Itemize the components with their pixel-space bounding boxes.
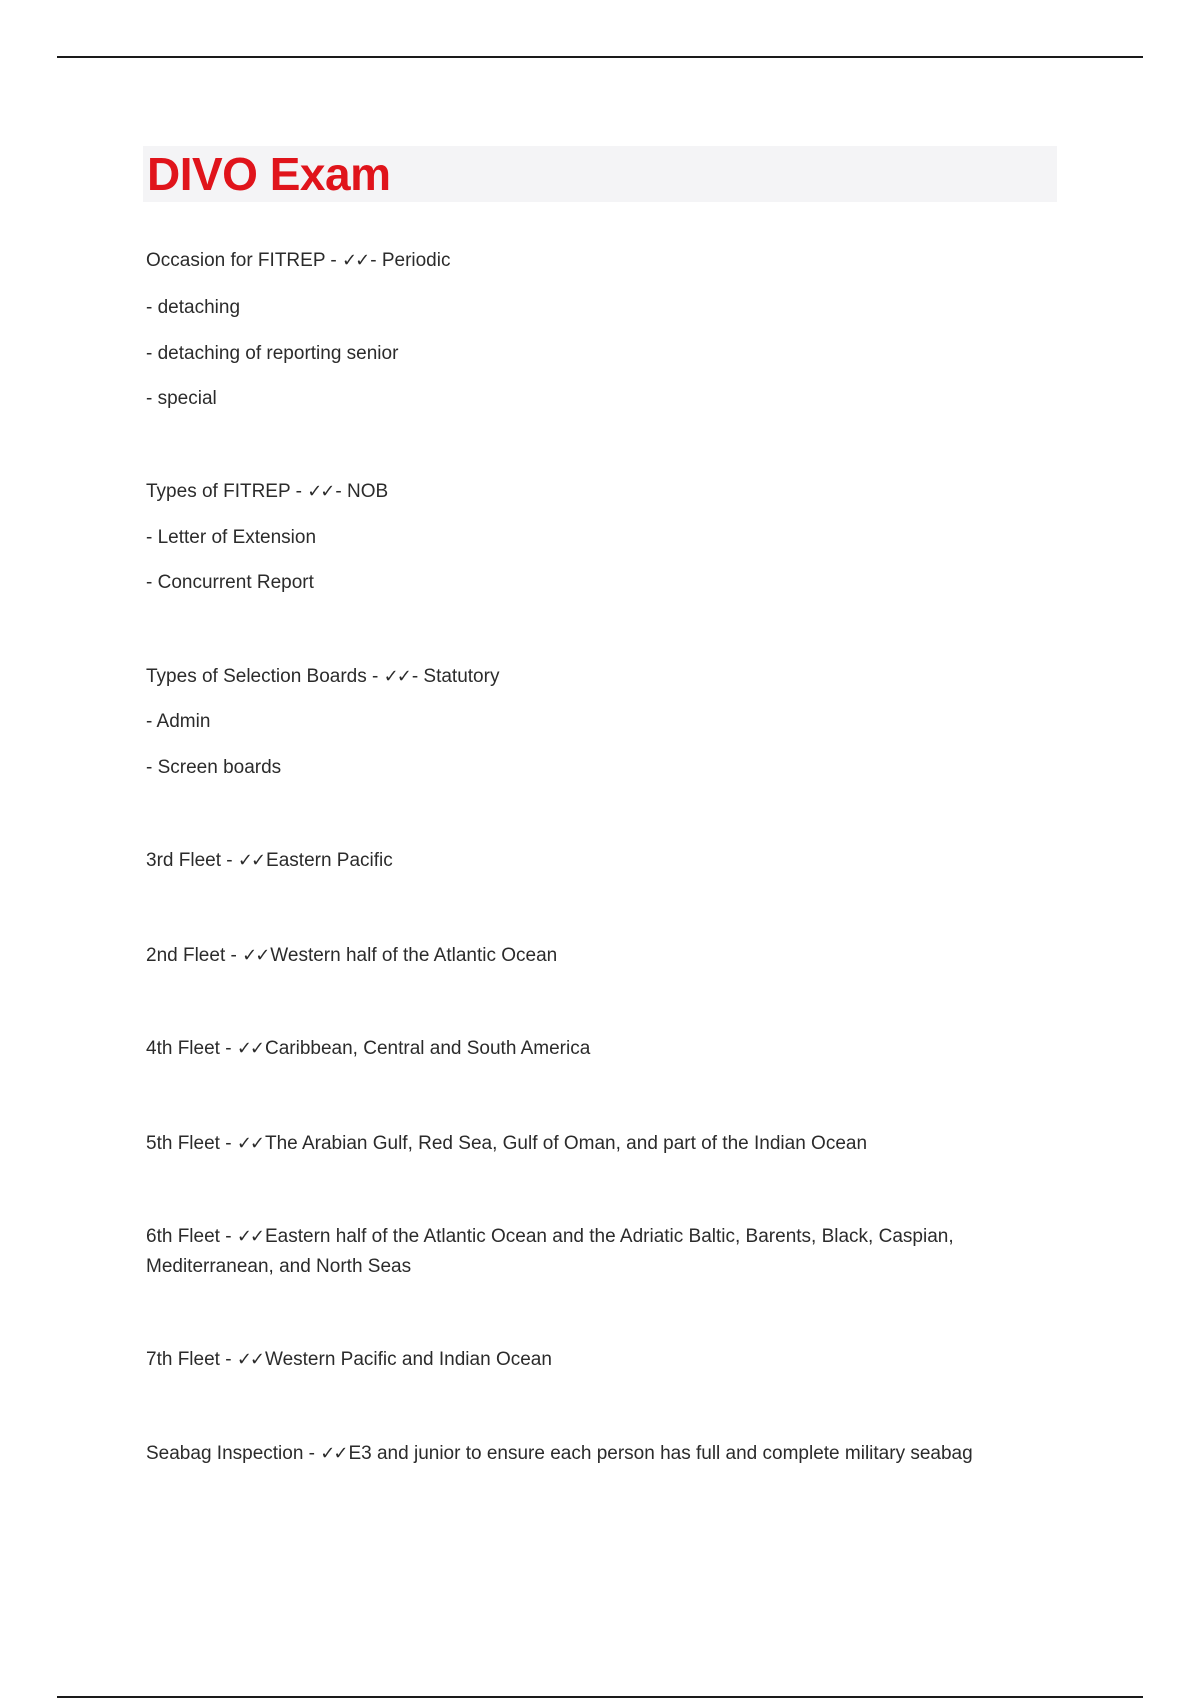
question-text: 2nd Fleet bbox=[146, 945, 226, 966]
double-check-icon: ✓✓ bbox=[236, 1226, 263, 1247]
answer-text: The Arabian Gulf, Red Sea, Gulf of Oman, and part of the Indian Ocean bbox=[265, 1133, 868, 1154]
double-check-icon: ✓✓ bbox=[383, 666, 410, 687]
answer-text: - Periodic bbox=[370, 250, 451, 271]
separator: - bbox=[219, 1226, 237, 1247]
answer-line: - special bbox=[146, 388, 217, 409]
question-text: 6th Fleet bbox=[146, 1226, 220, 1247]
separator: - bbox=[219, 1038, 237, 1059]
double-check-icon: ✓✓ bbox=[237, 850, 265, 871]
flashcard-line bbox=[146, 246, 450, 276]
double-check-icon: ✓✓ bbox=[342, 250, 369, 271]
double-check-icon: ✓✓ bbox=[236, 1349, 263, 1370]
answer-text: Western Pacific and Indian Ocean bbox=[265, 1349, 552, 1370]
double-check-icon: ✓✓ bbox=[236, 1133, 263, 1154]
question-text: 4th Fleet bbox=[146, 1038, 220, 1059]
answer-text: Caribbean, Central and South America bbox=[265, 1038, 591, 1059]
question-text: 5th Fleet bbox=[146, 1133, 220, 1154]
separator: - bbox=[220, 850, 238, 871]
page-bottom-rule bbox=[57, 1696, 1143, 1698]
separator: - bbox=[219, 1349, 237, 1370]
answer-line: - Admin bbox=[146, 711, 211, 732]
answer-text: Eastern Pacific bbox=[266, 850, 393, 871]
separator: - bbox=[290, 481, 308, 502]
answer-text: E3 and junior to ensure each person has full and complete military seabag bbox=[348, 1443, 973, 1464]
flashcard-line bbox=[146, 1129, 867, 1159]
double-check-icon: ✓✓ bbox=[320, 1443, 347, 1464]
answer-text: - NOB bbox=[335, 481, 389, 502]
flashcard-line bbox=[146, 941, 557, 971]
double-check-icon: ✓✓ bbox=[242, 945, 269, 966]
flashcard-line bbox=[146, 477, 388, 507]
flashcard-line bbox=[146, 1439, 973, 1469]
page-title: DIVO Exam bbox=[147, 148, 391, 200]
answer-line: - Screen boards bbox=[146, 757, 282, 778]
question-text: 7th Fleet bbox=[146, 1349, 220, 1370]
separator: - bbox=[303, 1443, 321, 1464]
answer-text: Western half of the Atlantic Ocean bbox=[270, 945, 558, 966]
double-check-icon: ✓✓ bbox=[307, 481, 334, 502]
answer-text: Eastern half of the Atlantic Ocean and the Adriatic Baltic, Barents, Black, Caspian, Mediterranean, and North Seas bbox=[146, 1226, 954, 1277]
title-band bbox=[143, 146, 1057, 202]
double-check-icon: ✓✓ bbox=[236, 1038, 263, 1059]
question-text: Seabag Inspection bbox=[146, 1443, 304, 1464]
flashcard-line bbox=[146, 662, 499, 692]
flashcard-line bbox=[146, 1034, 590, 1064]
flashcard-line bbox=[146, 1222, 1026, 1282]
answer-line: - detaching of reporting senior bbox=[146, 343, 399, 364]
page-top-rule bbox=[57, 56, 1143, 58]
question-text: Types of Selection Boards bbox=[146, 666, 367, 687]
separator: - bbox=[366, 666, 384, 687]
answer-text: - Statutory bbox=[411, 666, 500, 687]
question-text: 3rd Fleet bbox=[146, 850, 221, 871]
separator: - bbox=[219, 1133, 237, 1154]
answer-line: - Concurrent Report bbox=[146, 572, 314, 593]
question-text: Occasion for FITREP bbox=[146, 250, 326, 271]
answer-line: - detaching bbox=[146, 297, 241, 318]
answer-line: - Letter of Extension bbox=[146, 527, 317, 548]
separator: - bbox=[225, 945, 243, 966]
question-text: Types of FITREP bbox=[146, 481, 291, 502]
separator: - bbox=[325, 250, 343, 271]
flashcard-line bbox=[146, 1345, 552, 1375]
flashcard-line bbox=[146, 846, 393, 876]
